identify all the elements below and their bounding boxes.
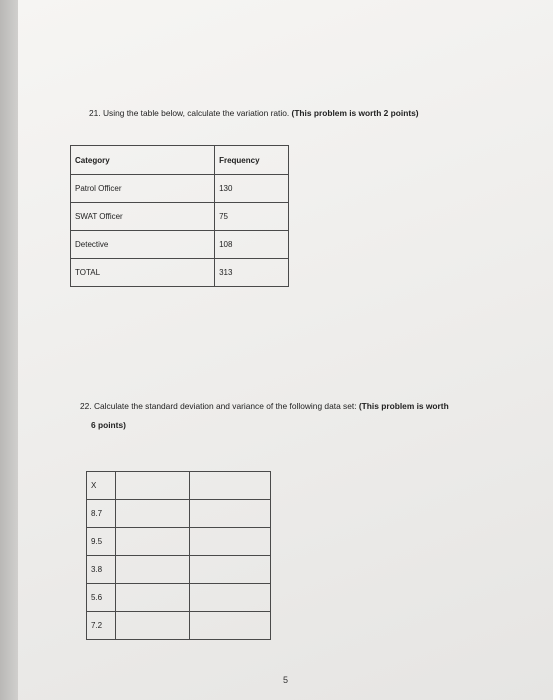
header-category: Category [71,146,215,175]
frequency-cell: 108 [215,231,289,259]
empty-cell [115,584,190,612]
table-row [87,500,271,528]
question-21 [89,108,419,118]
table-row [87,584,271,612]
header-frequency: Frequency [215,146,289,175]
category-cell: SWAT Officer [71,203,215,231]
empty-cell [115,556,190,584]
x-value-cell: 3.8 [87,556,116,584]
frequency-cell: 313 [215,259,289,287]
header-x: X [87,472,116,500]
question-22-text: 22. Calculate the standard deviation and variance of the following data set: [80,401,357,411]
question-21-text: 21. Using the table below, calculate the variation ratio. [89,108,290,118]
empty-cell [115,472,190,500]
x-value-cell: 5.6 [87,584,116,612]
table-row [71,175,289,203]
category-cell: Detective [71,231,215,259]
table-row [87,556,271,584]
question-21-points: (This problem is worth 2 points) [291,108,419,118]
x-value-cell: 9.5 [87,528,116,556]
page-number: 5 [283,675,289,685]
table-header-row [71,146,289,175]
table-row [71,231,289,259]
empty-cell [190,528,271,556]
x-value-cell: 7.2 [87,612,116,640]
empty-cell [115,528,190,556]
category-cell: Patrol Officer [71,175,215,203]
empty-cell [115,612,190,640]
table-row-total [71,259,289,287]
empty-cell [190,472,271,500]
question-22-points-line2: 6 points) [91,420,126,430]
empty-cell [190,556,271,584]
empty-cell [190,500,271,528]
frequency-cell: 75 [215,203,289,231]
frequency-cell: 130 [215,175,289,203]
empty-cell [190,612,271,640]
empty-cell [190,584,271,612]
category-cell: TOTAL [71,259,215,287]
table-header-row [87,472,271,500]
question-22-points: (This problem is worth [358,401,449,411]
table-row [87,528,271,556]
x-value-cell: 8.7 [87,500,116,528]
question-22 [80,401,449,411]
category-frequency-table [70,145,289,287]
table-row [71,203,289,231]
data-set-table [86,471,271,640]
empty-cell [115,500,190,528]
table-row [87,612,271,640]
